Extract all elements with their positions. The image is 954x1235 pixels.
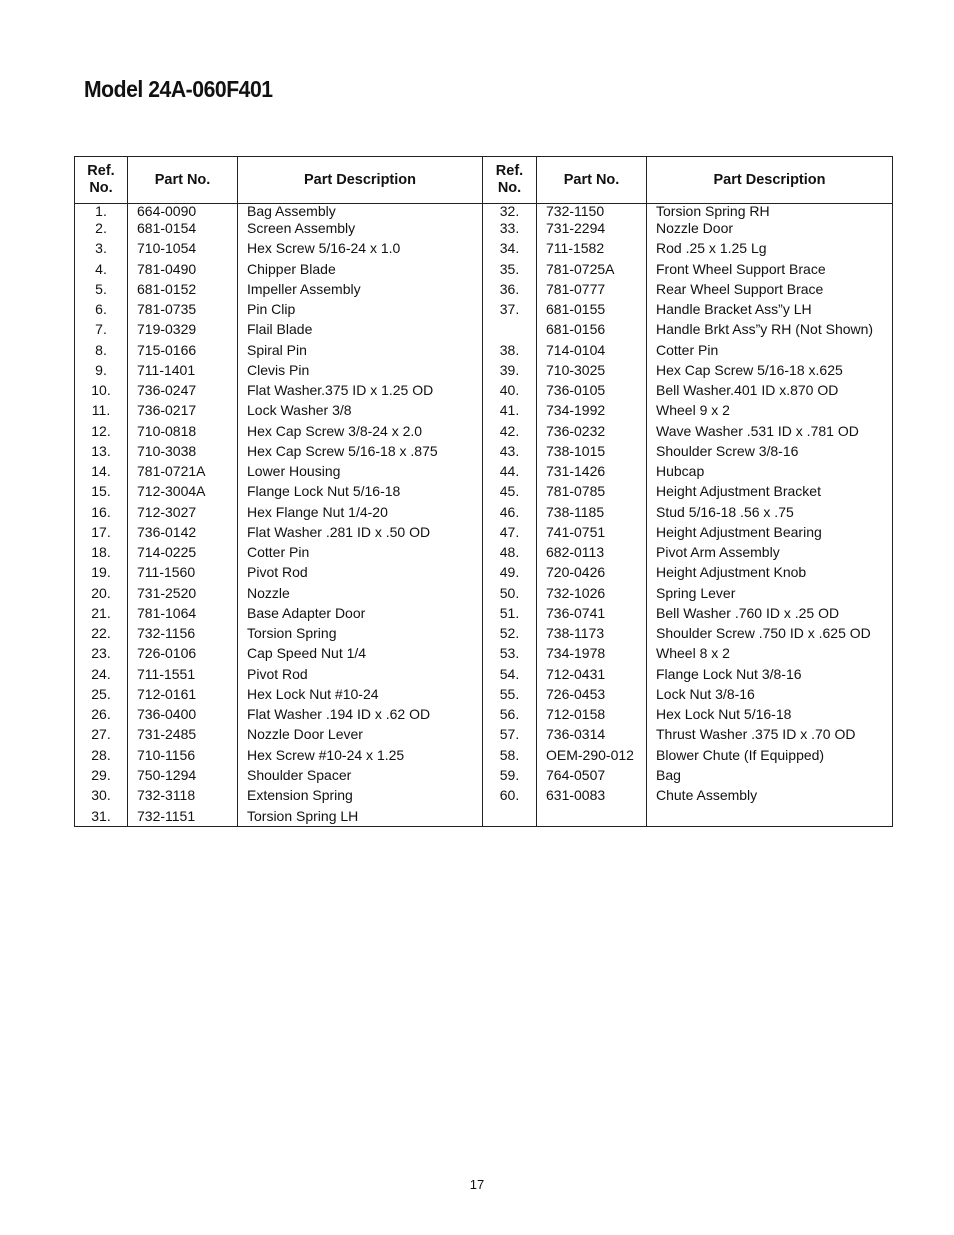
right-part-description-cell: Handle Bracket Ass”y LH: [647, 299, 893, 319]
right-part-description-cell: Thrust Washer .375 ID x .70 OD: [647, 724, 893, 744]
left-ref-no-cell: 3.: [75, 238, 128, 258]
header-part-description-right: Part Description: [647, 157, 893, 204]
table-row: [75, 684, 893, 704]
left-part-description-cell: Impeller Assembly: [238, 279, 483, 299]
right-ref-no-cell: 40.: [483, 380, 537, 400]
right-part-description-cell: Pivot Arm Assembly: [647, 542, 893, 562]
right-part-description-cell: Height Adjustment Knob: [647, 562, 893, 582]
right-part-no-cell: 711-1582: [537, 238, 647, 258]
table-row: [75, 724, 893, 744]
left-part-description-cell: Pin Clip: [238, 299, 483, 319]
header-part-no-left: Part No.: [128, 157, 238, 204]
left-ref-no-cell: 22.: [75, 623, 128, 643]
left-part-no-cell: 781-0721A: [128, 461, 238, 481]
right-ref-no-cell: 52.: [483, 623, 537, 643]
left-part-no-cell: 664-0090: [128, 204, 238, 219]
left-part-no-cell: 736-0400: [128, 704, 238, 724]
right-part-description-cell: Lock Nut 3/8-16: [647, 684, 893, 704]
table-row: [75, 643, 893, 663]
left-part-no-cell: 681-0154: [128, 218, 238, 238]
right-part-no-cell: [537, 805, 647, 827]
right-part-description-cell: Handle Brkt Ass”y RH (Not Shown): [647, 319, 893, 339]
left-ref-no-cell: 2.: [75, 218, 128, 238]
left-ref-no-cell: 27.: [75, 724, 128, 744]
left-ref-no-cell: 25.: [75, 684, 128, 704]
right-ref-no-cell: 35.: [483, 259, 537, 279]
table-row: [75, 441, 893, 461]
left-part-description-cell: Flat Washer.375 ID x 1.25 OD: [238, 380, 483, 400]
left-ref-no-cell: 29.: [75, 765, 128, 785]
right-part-description-cell: Chute Assembly: [647, 785, 893, 805]
left-part-no-cell: 719-0329: [128, 319, 238, 339]
table-row: [75, 583, 893, 603]
left-part-description-cell: Hex Cap Screw 5/16-18 x .875: [238, 441, 483, 461]
right-ref-no-cell: 43.: [483, 441, 537, 461]
header-ref-no-left: Ref. No.: [75, 157, 128, 204]
left-ref-no-cell: 14.: [75, 461, 128, 481]
right-ref-no-cell: 54.: [483, 664, 537, 684]
left-part-description-cell: Torsion Spring LH: [238, 805, 483, 827]
left-part-description-cell: Shoulder Spacer: [238, 765, 483, 785]
left-part-description-cell: Nozzle: [238, 583, 483, 603]
left-ref-no-cell: 23.: [75, 643, 128, 663]
right-ref-no-cell: 51.: [483, 603, 537, 623]
left-part-no-cell: 736-0217: [128, 400, 238, 420]
left-part-description-cell: Nozzle Door Lever: [238, 724, 483, 744]
left-part-description-cell: Clevis Pin: [238, 360, 483, 380]
right-part-description-cell: Bell Washer.401 ID x.870 OD: [647, 380, 893, 400]
right-ref-no-cell: 42.: [483, 421, 537, 441]
right-ref-no-cell: 41.: [483, 400, 537, 420]
table-row: [75, 562, 893, 582]
table-row: [75, 259, 893, 279]
table-row: [75, 204, 893, 219]
left-part-no-cell: 712-3004A: [128, 481, 238, 501]
left-part-no-cell: 750-1294: [128, 765, 238, 785]
left-part-no-cell: 731-2485: [128, 724, 238, 744]
left-part-no-cell: 710-1054: [128, 238, 238, 258]
left-ref-no-cell: 5.: [75, 279, 128, 299]
left-ref-no-cell: 6.: [75, 299, 128, 319]
left-ref-no-cell: 21.: [75, 603, 128, 623]
left-part-no-cell: 711-1560: [128, 562, 238, 582]
header-part-description-left: Part Description: [238, 157, 483, 204]
right-ref-no-cell: 46.: [483, 502, 537, 522]
right-part-no-cell: 741-0751: [537, 522, 647, 542]
left-part-description-cell: Hex Cap Screw 3/8-24 x 2.0: [238, 421, 483, 441]
right-part-no-cell: 732-1026: [537, 583, 647, 603]
left-part-no-cell: 781-1064: [128, 603, 238, 623]
left-ref-no-cell: 11.: [75, 400, 128, 420]
left-part-description-cell: Pivot Rod: [238, 562, 483, 582]
right-part-no-cell: 710-3025: [537, 360, 647, 380]
right-part-no-cell: 736-0741: [537, 603, 647, 623]
left-ref-no-cell: 13.: [75, 441, 128, 461]
left-part-no-cell: 681-0152: [128, 279, 238, 299]
right-part-no-cell: 682-0113: [537, 542, 647, 562]
right-part-no-cell: 738-1185: [537, 502, 647, 522]
left-part-no-cell: 711-1401: [128, 360, 238, 380]
right-ref-no-cell: 34.: [483, 238, 537, 258]
left-part-no-cell: 712-3027: [128, 502, 238, 522]
right-ref-no-cell: 56.: [483, 704, 537, 724]
left-part-no-cell: 711-1551: [128, 664, 238, 684]
right-ref-no-cell: 37.: [483, 299, 537, 319]
right-ref-no-cell: 36.: [483, 279, 537, 299]
left-part-no-cell: 736-0142: [128, 522, 238, 542]
left-ref-no-cell: 8.: [75, 340, 128, 360]
left-part-description-cell: Spiral Pin: [238, 340, 483, 360]
right-part-no-cell: 712-0158: [537, 704, 647, 724]
right-part-no-cell: 734-1978: [537, 643, 647, 663]
right-ref-no-cell: 53.: [483, 643, 537, 663]
left-ref-no-cell: 24.: [75, 664, 128, 684]
left-part-description-cell: Pivot Rod: [238, 664, 483, 684]
right-part-no-cell: 631-0083: [537, 785, 647, 805]
left-part-no-cell: 715-0166: [128, 340, 238, 360]
right-part-no-cell: 681-0156: [537, 319, 647, 339]
right-ref-no-cell: 33.: [483, 218, 537, 238]
left-part-description-cell: Flail Blade: [238, 319, 483, 339]
right-part-no-cell: 726-0453: [537, 684, 647, 704]
left-part-description-cell: Flat Washer .281 ID x .50 OD: [238, 522, 483, 542]
table-row: [75, 238, 893, 258]
right-part-no-cell: 731-1426: [537, 461, 647, 481]
right-ref-no-cell: 50.: [483, 583, 537, 603]
page-title: Model 24A-060F401: [84, 76, 273, 102]
right-part-description-cell: [647, 805, 893, 827]
right-ref-no-cell: 49.: [483, 562, 537, 582]
right-part-description-cell: Torsion Spring RH: [647, 204, 893, 219]
right-ref-no-cell: 38.: [483, 340, 537, 360]
left-ref-no-cell: 20.: [75, 583, 128, 603]
table-row: [75, 421, 893, 441]
left-ref-no-cell: 30.: [75, 785, 128, 805]
left-part-description-cell: Base Adapter Door: [238, 603, 483, 623]
left-ref-no-cell: 28.: [75, 745, 128, 765]
left-ref-no-cell: 1.: [75, 204, 128, 219]
left-ref-no-cell: 17.: [75, 522, 128, 542]
table-row: [75, 664, 893, 684]
right-part-description-cell: Flange Lock Nut 3/8-16: [647, 664, 893, 684]
left-ref-no-cell: 31.: [75, 805, 128, 827]
right-part-description-cell: Wheel 8 x 2: [647, 643, 893, 663]
table-row: [75, 623, 893, 643]
right-part-description-cell: Shoulder Screw 3/8-16: [647, 441, 893, 461]
page-number: 17: [469, 1177, 485, 1192]
right-part-no-cell: 714-0104: [537, 340, 647, 360]
table-row: [75, 340, 893, 360]
left-ref-no-cell: 4.: [75, 259, 128, 279]
left-part-no-cell: 714-0225: [128, 542, 238, 562]
header-part-no-right: Part No.: [537, 157, 647, 204]
right-ref-no-cell: [483, 319, 537, 339]
right-part-no-cell: 736-0314: [537, 724, 647, 744]
left-part-no-cell: 732-1156: [128, 623, 238, 643]
left-part-no-cell: 781-0490: [128, 259, 238, 279]
right-ref-no-cell: 55.: [483, 684, 537, 704]
table-row: [75, 481, 893, 501]
right-part-no-cell: 781-0725A: [537, 259, 647, 279]
left-ref-no-cell: 15.: [75, 481, 128, 501]
right-part-description-cell: Shoulder Screw .750 ID x .625 OD: [647, 623, 893, 643]
table-row: [75, 400, 893, 420]
right-part-no-cell: 731-2294: [537, 218, 647, 238]
left-part-no-cell: 710-0818: [128, 421, 238, 441]
right-part-description-cell: Hex Cap Screw 5/16-18 x.625: [647, 360, 893, 380]
right-part-no-cell: 681-0155: [537, 299, 647, 319]
right-ref-no-cell: 57.: [483, 724, 537, 744]
left-part-description-cell: Chipper Blade: [238, 259, 483, 279]
right-part-description-cell: Cotter Pin: [647, 340, 893, 360]
left-part-description-cell: Cotter Pin: [238, 542, 483, 562]
right-part-no-cell: 781-0785: [537, 481, 647, 501]
table-row: [75, 765, 893, 785]
table-row: [75, 745, 893, 765]
right-part-no-cell: 712-0431: [537, 664, 647, 684]
left-part-description-cell: Screen Assembly: [238, 218, 483, 238]
right-part-description-cell: Wheel 9 x 2: [647, 400, 893, 420]
right-part-description-cell: Hubcap: [647, 461, 893, 481]
table-row: [75, 319, 893, 339]
right-part-no-cell: 738-1173: [537, 623, 647, 643]
right-ref-no-cell: 60.: [483, 785, 537, 805]
table-header-row: [75, 157, 893, 204]
right-part-description-cell: Bell Washer .760 ID x .25 OD: [647, 603, 893, 623]
right-ref-no-cell: [483, 805, 537, 827]
left-ref-no-cell: 19.: [75, 562, 128, 582]
right-ref-no-cell: 44.: [483, 461, 537, 481]
right-part-no-cell: 736-0105: [537, 380, 647, 400]
left-part-description-cell: Flange Lock Nut 5/16-18: [238, 481, 483, 501]
table-row: [75, 218, 893, 238]
right-part-description-cell: Height Adjustment Bracket: [647, 481, 893, 501]
right-part-no-cell: 734-1992: [537, 400, 647, 420]
right-ref-no-cell: 45.: [483, 481, 537, 501]
table-row: [75, 542, 893, 562]
table-row: [75, 360, 893, 380]
left-part-description-cell: Torsion Spring: [238, 623, 483, 643]
right-part-description-cell: Wave Washer .531 ID x .781 OD: [647, 421, 893, 441]
left-part-no-cell: 732-1151: [128, 805, 238, 827]
right-part-no-cell: 736-0232: [537, 421, 647, 441]
left-part-description-cell: Hex Screw 5/16-24 x 1.0: [238, 238, 483, 258]
table-row: [75, 502, 893, 522]
right-part-description-cell: Spring Lever: [647, 583, 893, 603]
left-part-description-cell: Lock Washer 3/8: [238, 400, 483, 420]
right-ref-no-cell: 58.: [483, 745, 537, 765]
parts-table-body: [75, 204, 893, 827]
right-part-description-cell: Rod .25 x 1.25 Lg: [647, 238, 893, 258]
left-part-no-cell: 731-2520: [128, 583, 238, 603]
parts-table: [74, 156, 893, 827]
left-part-no-cell: 710-3038: [128, 441, 238, 461]
left-ref-no-cell: 9.: [75, 360, 128, 380]
left-part-description-cell: Flat Washer .194 ID x .62 OD: [238, 704, 483, 724]
left-part-description-cell: Hex Flange Nut 1/4-20: [238, 502, 483, 522]
right-part-description-cell: Blower Chute (If Equipped): [647, 745, 893, 765]
left-ref-no-cell: 7.: [75, 319, 128, 339]
left-part-no-cell: 732-3118: [128, 785, 238, 805]
table-row: [75, 805, 893, 827]
left-ref-no-cell: 26.: [75, 704, 128, 724]
right-part-no-cell: 732-1150: [537, 204, 647, 219]
header-ref-no-right: Ref. No.: [483, 157, 537, 204]
right-part-no-cell: 764-0507: [537, 765, 647, 785]
left-ref-no-cell: 18.: [75, 542, 128, 562]
table-row: [75, 704, 893, 724]
left-part-no-cell: 710-1156: [128, 745, 238, 765]
left-ref-no-cell: 12.: [75, 421, 128, 441]
right-ref-no-cell: 39.: [483, 360, 537, 380]
right-part-no-cell: OEM-290-012: [537, 745, 647, 765]
right-part-description-cell: Front Wheel Support Brace: [647, 259, 893, 279]
right-part-description-cell: Rear Wheel Support Brace: [647, 279, 893, 299]
right-ref-no-cell: 32.: [483, 204, 537, 219]
left-part-description-cell: Extension Spring: [238, 785, 483, 805]
table-row: [75, 279, 893, 299]
table-row: [75, 461, 893, 481]
right-part-description-cell: Nozzle Door: [647, 218, 893, 238]
left-part-description-cell: Hex Screw #10-24 x 1.25: [238, 745, 483, 765]
right-part-description-cell: Height Adjustment Bearing: [647, 522, 893, 542]
left-part-description-cell: Lower Housing: [238, 461, 483, 481]
right-part-description-cell: Stud 5/16-18 .56 x .75: [647, 502, 893, 522]
right-part-description-cell: Bag: [647, 765, 893, 785]
left-part-no-cell: 712-0161: [128, 684, 238, 704]
table-row: [75, 299, 893, 319]
left-part-description-cell: Cap Speed Nut 1/4: [238, 643, 483, 663]
left-part-no-cell: 781-0735: [128, 299, 238, 319]
left-part-description-cell: Hex Lock Nut #10-24: [238, 684, 483, 704]
table-row: [75, 785, 893, 805]
right-ref-no-cell: 47.: [483, 522, 537, 542]
right-ref-no-cell: 59.: [483, 765, 537, 785]
table-row: [75, 603, 893, 623]
left-ref-no-cell: 16.: [75, 502, 128, 522]
left-part-description-cell: Bag Assembly: [238, 204, 483, 219]
table-row: [75, 522, 893, 542]
right-ref-no-cell: 48.: [483, 542, 537, 562]
left-part-no-cell: 726-0106: [128, 643, 238, 663]
right-part-no-cell: 781-0777: [537, 279, 647, 299]
right-part-no-cell: 720-0426: [537, 562, 647, 582]
left-ref-no-cell: 10.: [75, 380, 128, 400]
left-part-no-cell: 736-0247: [128, 380, 238, 400]
table-row: [75, 380, 893, 400]
right-part-no-cell: 738-1015: [537, 441, 647, 461]
right-part-description-cell: Hex Lock Nut 5/16-18: [647, 704, 893, 724]
